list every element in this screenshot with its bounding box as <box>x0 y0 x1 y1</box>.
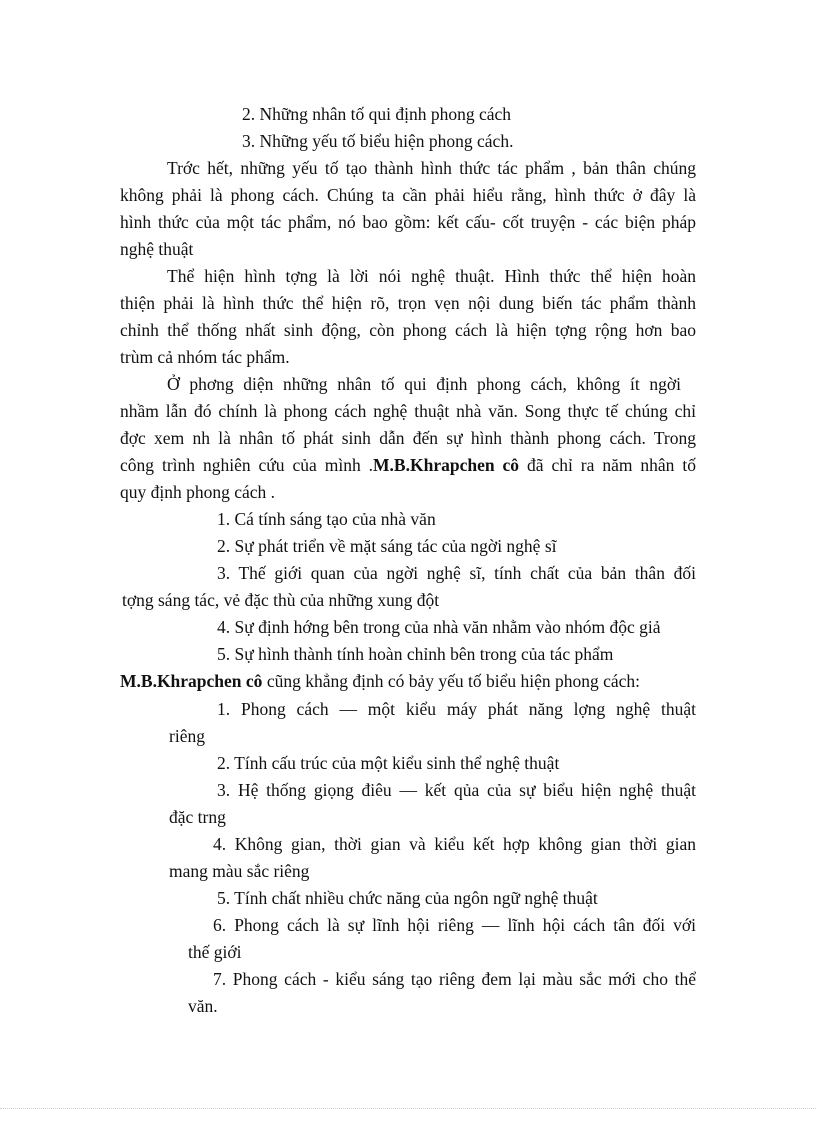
paragraph-line <box>120 454 696 476</box>
paragraph-text: công trình nghiên cứu của mình . <box>120 455 374 475</box>
paragraph-line: Thể hiện hình tợng là lời nói nghệ thuật. Hình thức thể hiện hoàn <box>167 266 696 286</box>
paragraph-line: nhầm lẫn đó chính là phong cách nghệ thuật nhà văn. Song thực tế chúng chỉ <box>120 401 696 421</box>
list-item: 3. Hệ thống giọng điêu — kết qủa của sự biểu hiện nghệ thuật <box>217 780 696 800</box>
author-name: M.B.Khrapchen cô <box>373 455 520 475</box>
list-item: 2. Sự phát triển về mặt sáng tác của ngời nghệ sĩ <box>217 536 557 556</box>
paragraph-line: Ở phơng diện những nhân tố qui định phong cách, không ít ngời <box>167 374 681 394</box>
list-item: tợng sáng tác, vẻ đặc thù của những xung đột <box>122 590 440 610</box>
author-name: M.B.Khrapchen cô <box>120 671 263 691</box>
list-item: đặc trng <box>169 807 226 827</box>
paragraph-line: đợc xem nh là nhân tố phát sinh dẫn đến sự hình thành phong cách. Trong <box>120 428 696 448</box>
list-item: 5. Tính chất nhiều chức năng của ngôn ngữ nghệ thuật <box>217 888 598 908</box>
paragraph-line <box>120 670 640 692</box>
page-bottom-rule <box>0 1108 816 1109</box>
list-item: 5. Sự hình thành tính hoàn chỉnh bên trong của tác phẩm <box>217 644 614 664</box>
paragraph-text: đã chỉ ra năm nhân tố <box>519 455 696 475</box>
list-item: mang màu sắc riêng <box>169 861 310 881</box>
list-item: 6. Phong cách là sự lĩnh hội riêng — lĩnh hội cách tân đối với <box>213 915 696 935</box>
paragraph-line: quy định phong cách . <box>120 482 276 502</box>
list-item: 1. Cá tính sáng tạo của nhà văn <box>217 509 436 529</box>
paragraph-line: nghệ thuật <box>120 239 194 259</box>
list-item: 4. Sự định hớng bên trong của nhà văn nhằm vào nhóm độc giả <box>217 617 661 637</box>
paragraph-line: không phải là phong cách. Chúng ta cần phải hiểu rằng, hình thức ở đây là <box>120 185 696 205</box>
list-item: văn. <box>188 996 218 1016</box>
paragraph-line: hình thức của một tác phẩm, nó bao gồm: kết cấu- cốt truyện - các biện pháp <box>120 212 696 232</box>
paragraph-line: Trớc hết, những yếu tố tạo thành hình thức tác phẩm , bản thân chúng <box>167 158 696 178</box>
list-item: 2. Những nhân tố qui định phong cách <box>242 104 512 124</box>
list-item: 1. Phong cách — một kiểu máy phát năng lợng nghệ thuật <box>217 699 696 719</box>
list-item: 4. Không gian, thời gian và kiểu kết hợp không gian thời gian <box>213 834 696 854</box>
list-item: 7. Phong cách - kiểu sáng tạo riêng đem lại màu sắc mới cho thể <box>213 969 696 989</box>
list-item: 3. Những yếu tố biểu hiện phong cách. <box>242 131 514 151</box>
list-item: thế giới <box>188 942 242 962</box>
paragraph-line: trùm cả nhóm tác phẩm. <box>120 347 290 367</box>
list-item: riêng <box>169 726 205 746</box>
paragraph-line: thiện phải là hình thức thể hiện rõ, trọn vẹn nội dung biến tác phẩm thành <box>120 293 696 313</box>
list-item: 3. Thế giới quan của ngời nghệ sĩ, tính chất của bản thân đối <box>217 563 696 583</box>
paragraph-text: cũng khẳng định có bảy yếu tố biểu hiện phong cách: <box>262 671 641 691</box>
list-item: 2. Tính cấu trúc của một kiểu sinh thể nghệ thuật <box>217 753 560 773</box>
paragraph-line: chỉnh thể thống nhất sinh động, còn phong cách là hiện tợng rộng hơn bao <box>120 320 696 340</box>
